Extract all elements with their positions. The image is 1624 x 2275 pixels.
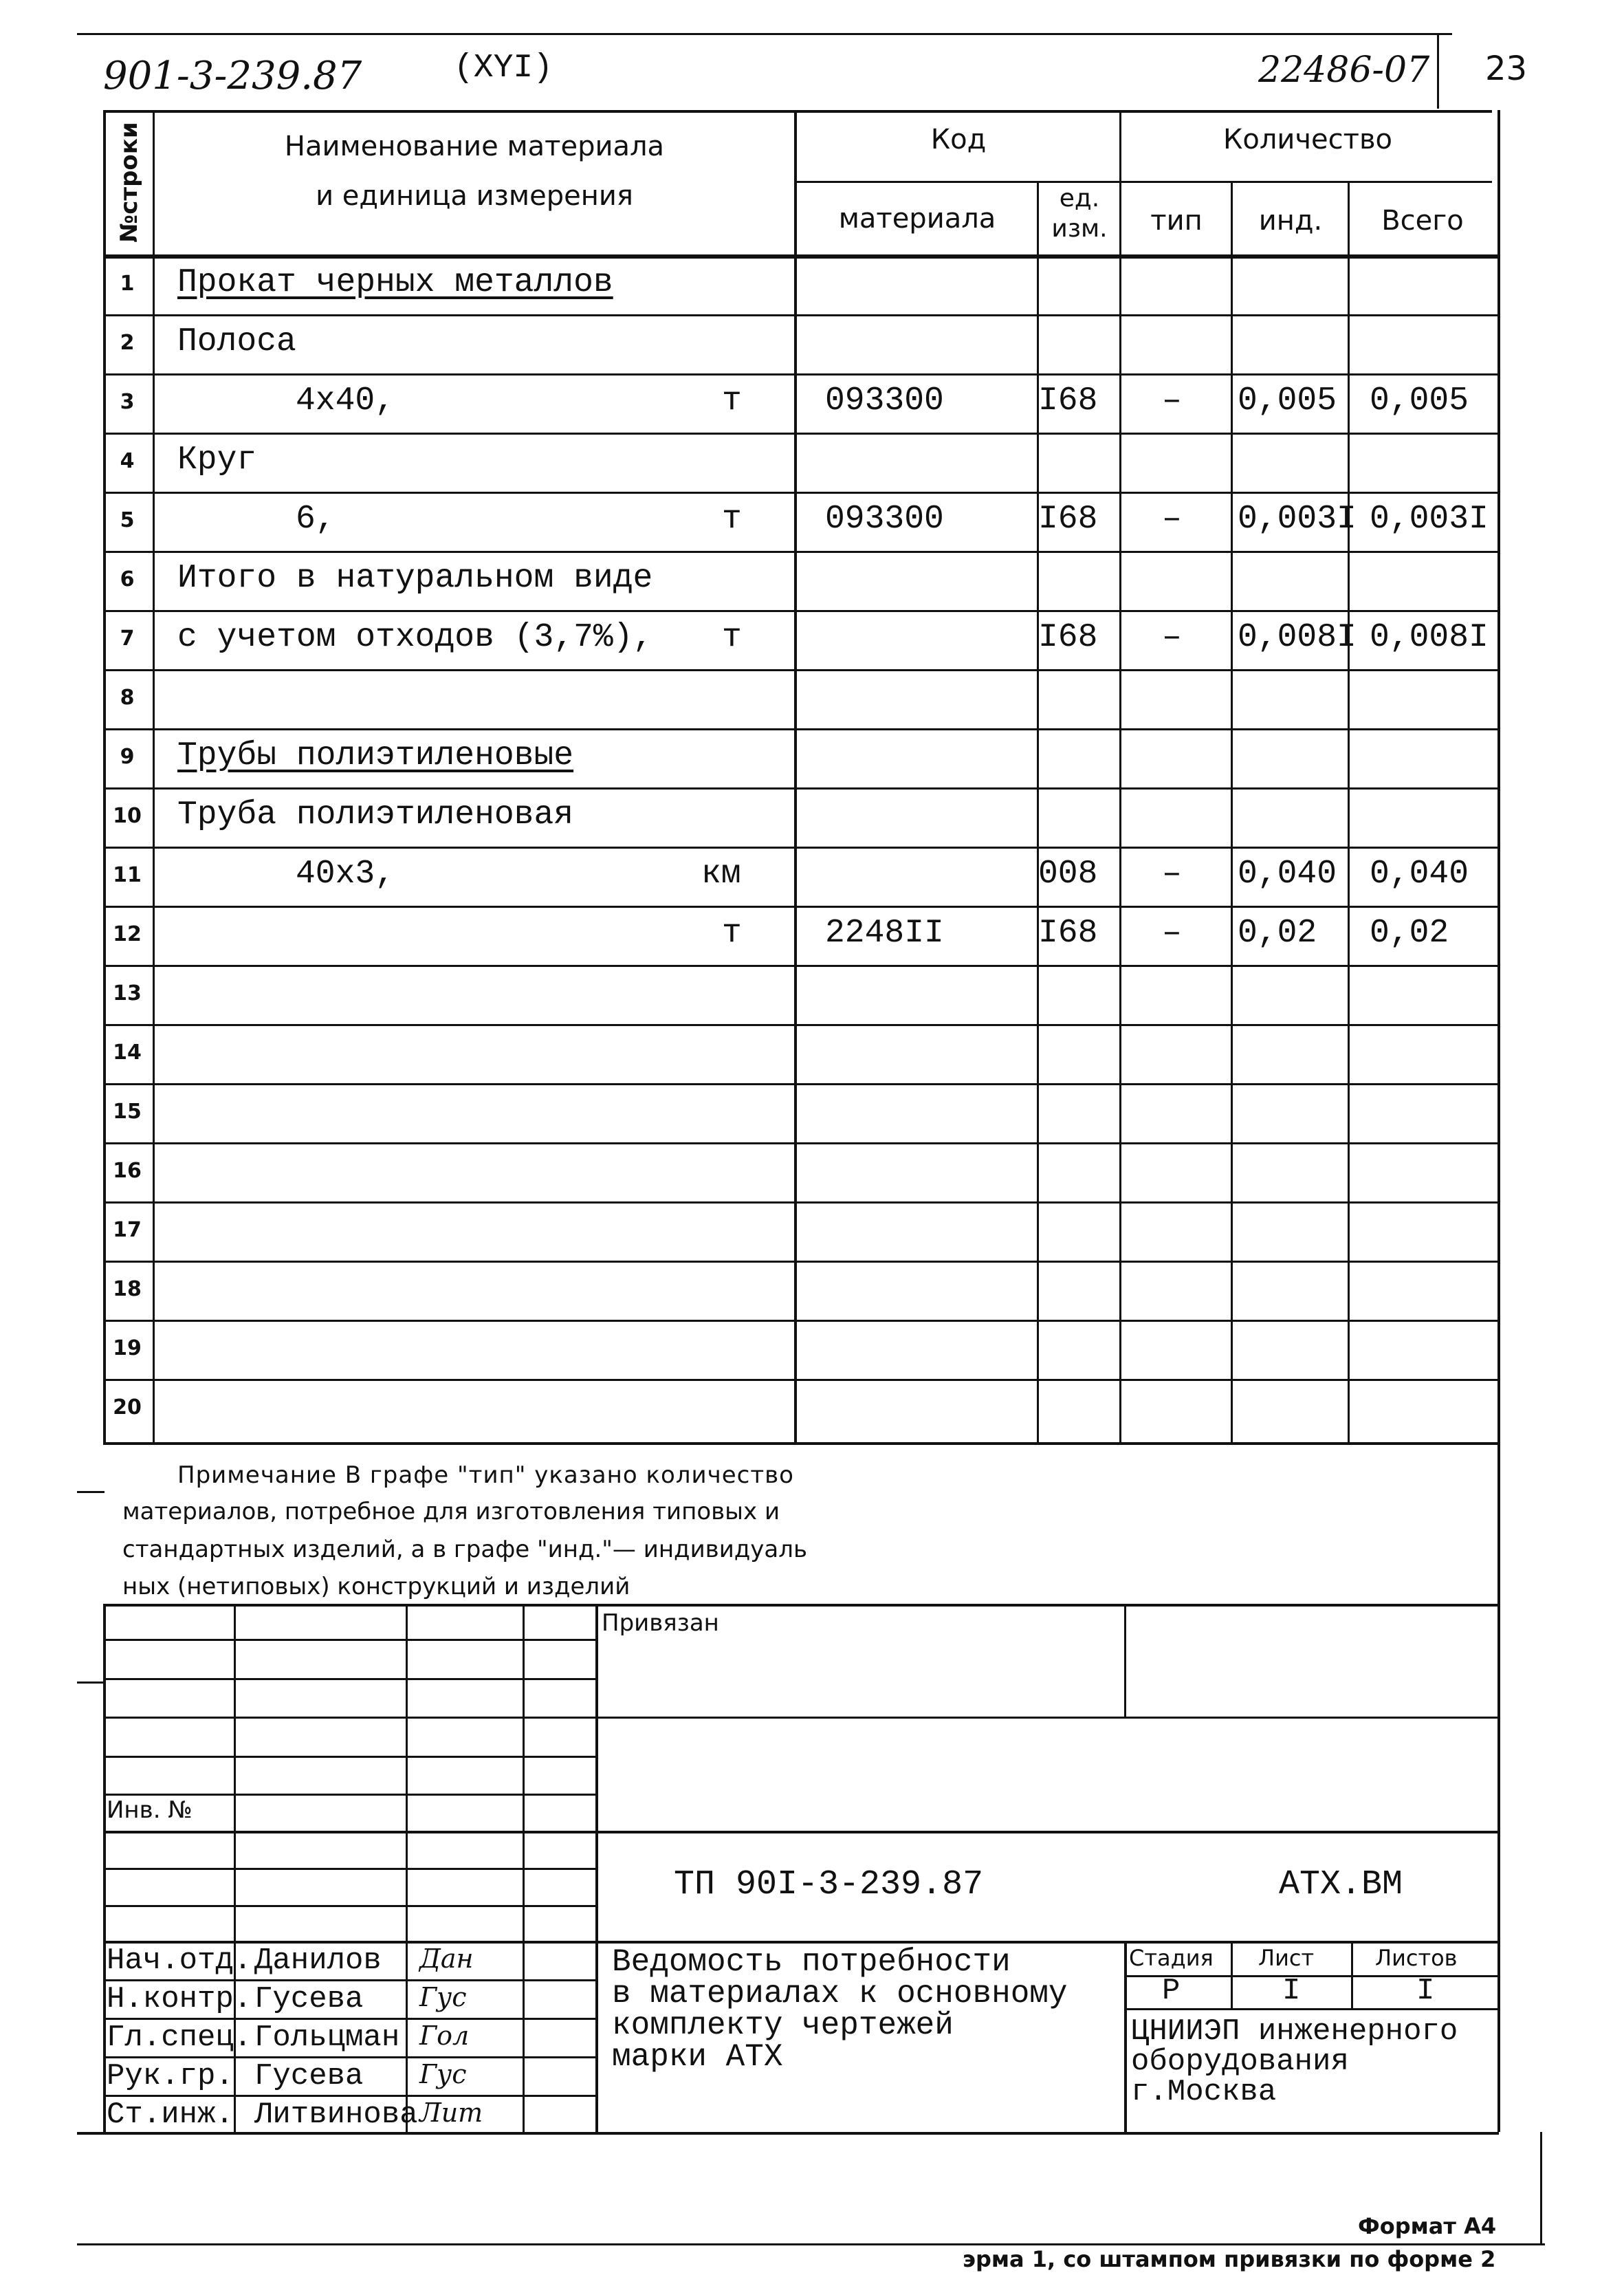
unit-code: I68 — [1038, 382, 1098, 420]
material-name: Труба полиэтиленовая — [177, 796, 574, 834]
stamp-row-line — [103, 1678, 595, 1680]
row-number: 2 — [120, 331, 135, 355]
document-title-line: Ведомость потребности — [612, 1944, 1011, 1980]
row-number: 18 — [113, 1277, 142, 1301]
row-line — [103, 1024, 1499, 1026]
row-line — [103, 1379, 1499, 1381]
type-qty: – — [1162, 915, 1182, 952]
row-line — [103, 1083, 1499, 1085]
section-heading-pe-pipes: Трубы полиэтиленовые — [177, 737, 574, 774]
signature-role: Н.контр. — [107, 1982, 252, 2016]
signature-role: Рук.гр. — [107, 2059, 234, 2093]
row-number: 14 — [113, 1041, 142, 1065]
stamp-row-line — [103, 1979, 595, 1981]
margin-tick — [77, 1491, 105, 1493]
row-number: 5 — [120, 508, 135, 532]
row-number: 9 — [120, 745, 135, 769]
stamp-row-line — [103, 1831, 1499, 1833]
document-title-line: марки АТХ — [612, 2039, 783, 2075]
page-number-divider — [1437, 33, 1439, 109]
stamp-row-line — [103, 1717, 1499, 1719]
inventory-number-label: Инв. № — [107, 1796, 193, 1824]
subtotal-label-waste: с учетом отходов (3,7%), — [177, 619, 653, 656]
unit-code: 008 — [1038, 856, 1098, 893]
unit-code-header-line2: изм. — [1051, 215, 1108, 243]
unit: км — [701, 856, 741, 893]
project-number: ТП 90I-3-239.87 — [674, 1865, 984, 1904]
ind-qty: 0,003I — [1238, 501, 1357, 538]
signature-mark: Гол — [419, 2021, 470, 2051]
top-margin-line — [77, 33, 1452, 35]
unit-code-header-line1: ед. — [1059, 184, 1100, 213]
sheets-value: I — [1416, 1974, 1435, 2008]
row-line — [103, 1201, 1499, 1204]
signature-role: Нач.отд. — [107, 1944, 252, 1978]
total-header: Всего — [1381, 205, 1464, 237]
row-line — [103, 728, 1499, 730]
type-header: тип — [1150, 205, 1203, 237]
footer-right-tick — [1540, 2132, 1542, 2245]
row-number: 3 — [120, 390, 135, 414]
material-code: 093300 — [825, 382, 944, 420]
material-name: Круг — [177, 442, 257, 479]
unit-code: I68 — [1038, 915, 1098, 952]
unit: т — [722, 619, 742, 656]
material-size: 40х3, — [296, 856, 395, 893]
type-qty: – — [1162, 382, 1182, 420]
row-line — [103, 965, 1499, 967]
stamp-row-line — [103, 1905, 595, 1907]
row-number-header-text: №строки — [116, 122, 143, 243]
unit: т — [722, 915, 742, 952]
row-line — [103, 551, 1499, 553]
organization-line: ЦНИИЭП инженерного — [1131, 2014, 1458, 2049]
header-bottom-border — [103, 254, 1499, 259]
stage-block-left — [1124, 1941, 1127, 2133]
row-number: 6 — [120, 567, 135, 591]
row-number: 12 — [113, 922, 142, 946]
total-qty: 0,040 — [1370, 856, 1469, 893]
unit-code-column-line — [1119, 110, 1121, 1444]
material-size: 4х40, — [296, 382, 395, 420]
signature-name: Литвинова — [254, 2098, 418, 2132]
row-line — [103, 787, 1499, 790]
row-line — [103, 1261, 1499, 1263]
name-header-line1: Наименование материала — [284, 131, 665, 162]
sheet-value: I — [1282, 1974, 1301, 2008]
table-bottom-border — [103, 1442, 1499, 1445]
stamp-row-line — [103, 1639, 595, 1641]
subheader-line — [794, 181, 1492, 183]
code-group-header: Код — [930, 124, 987, 155]
stamp-main-divider — [595, 1604, 598, 2133]
unit-code: I68 — [1038, 501, 1098, 538]
stage-value: Р — [1162, 1974, 1181, 2008]
total-qty: 0,003I — [1370, 501, 1489, 538]
stamp-row-line — [103, 1794, 595, 1796]
type-qty: – — [1162, 856, 1182, 893]
organization — [1131, 2016, 1458, 2107]
sheets-label: Листов — [1375, 1945, 1458, 1971]
footer-line — [77, 2243, 1545, 2245]
table-left-border — [103, 110, 106, 1444]
material-code: 093300 — [825, 501, 944, 538]
row-line — [103, 492, 1499, 494]
row-line — [103, 433, 1499, 435]
section-heading-rolled-metal: Прокат черных металлов — [177, 264, 613, 301]
ind-qty: 0,008I — [1238, 619, 1357, 656]
row-number: 11 — [113, 863, 142, 887]
signature-name: Гольцман — [254, 2021, 400, 2055]
total-qty: 0,02 — [1370, 915, 1449, 952]
name-header-line2: и единица измерения — [316, 180, 633, 212]
paper-format: Формат А4 — [1358, 2213, 1497, 2239]
material-size: 6, — [296, 501, 336, 538]
stamp-row-line — [103, 2095, 595, 2097]
margin-tick — [77, 1681, 105, 1684]
subtotal-label: Итого в натуральном виде — [177, 560, 653, 597]
document-code-left: 901-3-239.87 — [103, 54, 362, 98]
privyazan-label: Привязан — [602, 1609, 719, 1637]
stamp-bottom-border — [77, 2132, 1499, 2135]
row-number: 7 — [120, 627, 135, 651]
ind-qty: 0,02 — [1238, 915, 1317, 952]
privyazan-divider — [1124, 1604, 1126, 1717]
stamp-row-line — [103, 2018, 595, 2020]
row-number: 19 — [113, 1336, 142, 1360]
signature-name: Гусева — [254, 1982, 364, 2016]
organization-line: г.Москва — [1131, 2075, 1277, 2109]
unit: т — [722, 501, 742, 538]
stamp-row-line — [103, 1756, 595, 1758]
material-code-header: материала — [838, 203, 996, 235]
row-line — [103, 1142, 1499, 1144]
row-number: 4 — [120, 449, 135, 473]
row-line — [103, 906, 1499, 908]
document-title-line: в материалах к основному — [612, 1976, 1068, 2012]
document-title — [612, 1946, 1068, 2073]
drawing-mark: АТХ.ВМ — [1279, 1865, 1403, 1904]
note-line-3: стандартных изделий, а в графе "инд."— индивидуаль — [122, 1536, 808, 1563]
stamp-row-line — [103, 1868, 595, 1870]
ind-header: инд. — [1258, 205, 1323, 237]
table-top-border — [103, 110, 1492, 113]
row-number: 17 — [113, 1218, 142, 1242]
signature-mark: Гус — [419, 1982, 467, 2012]
note-line-1: Примечание В графе "тип" указано количество — [177, 1461, 794, 1489]
note-line-2: материалов, потребное для изготовления типовых и — [122, 1498, 780, 1525]
ind-column-line — [1348, 181, 1350, 1444]
quantity-group-header: Количество — [1222, 124, 1392, 155]
unit-code: I68 — [1038, 619, 1098, 656]
document-code-right: 22486-07 — [1258, 50, 1430, 91]
material-code: 2248II — [825, 915, 944, 952]
section-code: (XYI) — [454, 50, 553, 87]
rownum-column-line — [153, 110, 155, 1444]
row-line — [103, 610, 1499, 612]
total-qty: 0,008I — [1370, 619, 1489, 656]
row-number: 16 — [113, 1159, 142, 1183]
row-line — [103, 1320, 1499, 1322]
ind-qty: 0,040 — [1238, 856, 1337, 893]
type-qty: – — [1162, 501, 1182, 538]
document-title-line: комплекту чертежей — [612, 2007, 954, 2043]
row-number: 10 — [113, 804, 142, 828]
row-line — [103, 373, 1499, 375]
type-column-line — [1231, 181, 1233, 1444]
stage-value-line — [1124, 2008, 1499, 2010]
stage-label: Стадия — [1129, 1945, 1214, 1971]
organization-line: оборудования — [1131, 2045, 1349, 2079]
stage-label-line — [1124, 1975, 1499, 1977]
stamp-top-border — [103, 1604, 1499, 1607]
row-line — [103, 314, 1499, 316]
signature-role: Гл.спец. — [107, 2021, 252, 2055]
row-line — [103, 847, 1499, 849]
row-number: 1 — [120, 272, 135, 296]
stamp-row-line — [103, 2056, 595, 2058]
signature-mark: Дан — [419, 1944, 474, 1974]
signature-mark: Лит — [419, 2098, 483, 2128]
row-number: 8 — [120, 686, 135, 710]
note-line-4: ных (нетиповых) конструкций и изделий — [122, 1573, 630, 1600]
sheet-label: Лист — [1258, 1945, 1315, 1971]
signature-mark: Гус — [419, 2059, 467, 2089]
type-qty: – — [1162, 619, 1182, 656]
row-number: 15 — [113, 1100, 142, 1124]
signature-name: Гусева — [254, 2059, 364, 2093]
unit: т — [722, 382, 742, 420]
page-right-border — [1497, 110, 1500, 2132]
signature-role: Ст.инж. — [107, 2098, 234, 2132]
row-number: 20 — [113, 1395, 142, 1419]
page-number: 23 — [1485, 50, 1528, 88]
signature-name: Данилов — [254, 1944, 382, 1978]
name-column-line — [794, 110, 797, 1444]
total-qty: 0,005 — [1370, 382, 1469, 420]
row-line — [103, 669, 1499, 671]
form-note: эрма 1, со штампом привязки по форме 2 — [963, 2246, 1496, 2272]
row-number-header — [110, 113, 149, 251]
material-name: Полоса — [177, 323, 296, 360]
row-number: 13 — [113, 981, 142, 1005]
ind-qty: 0,005 — [1238, 382, 1337, 420]
material-code-column-line — [1037, 181, 1039, 1444]
